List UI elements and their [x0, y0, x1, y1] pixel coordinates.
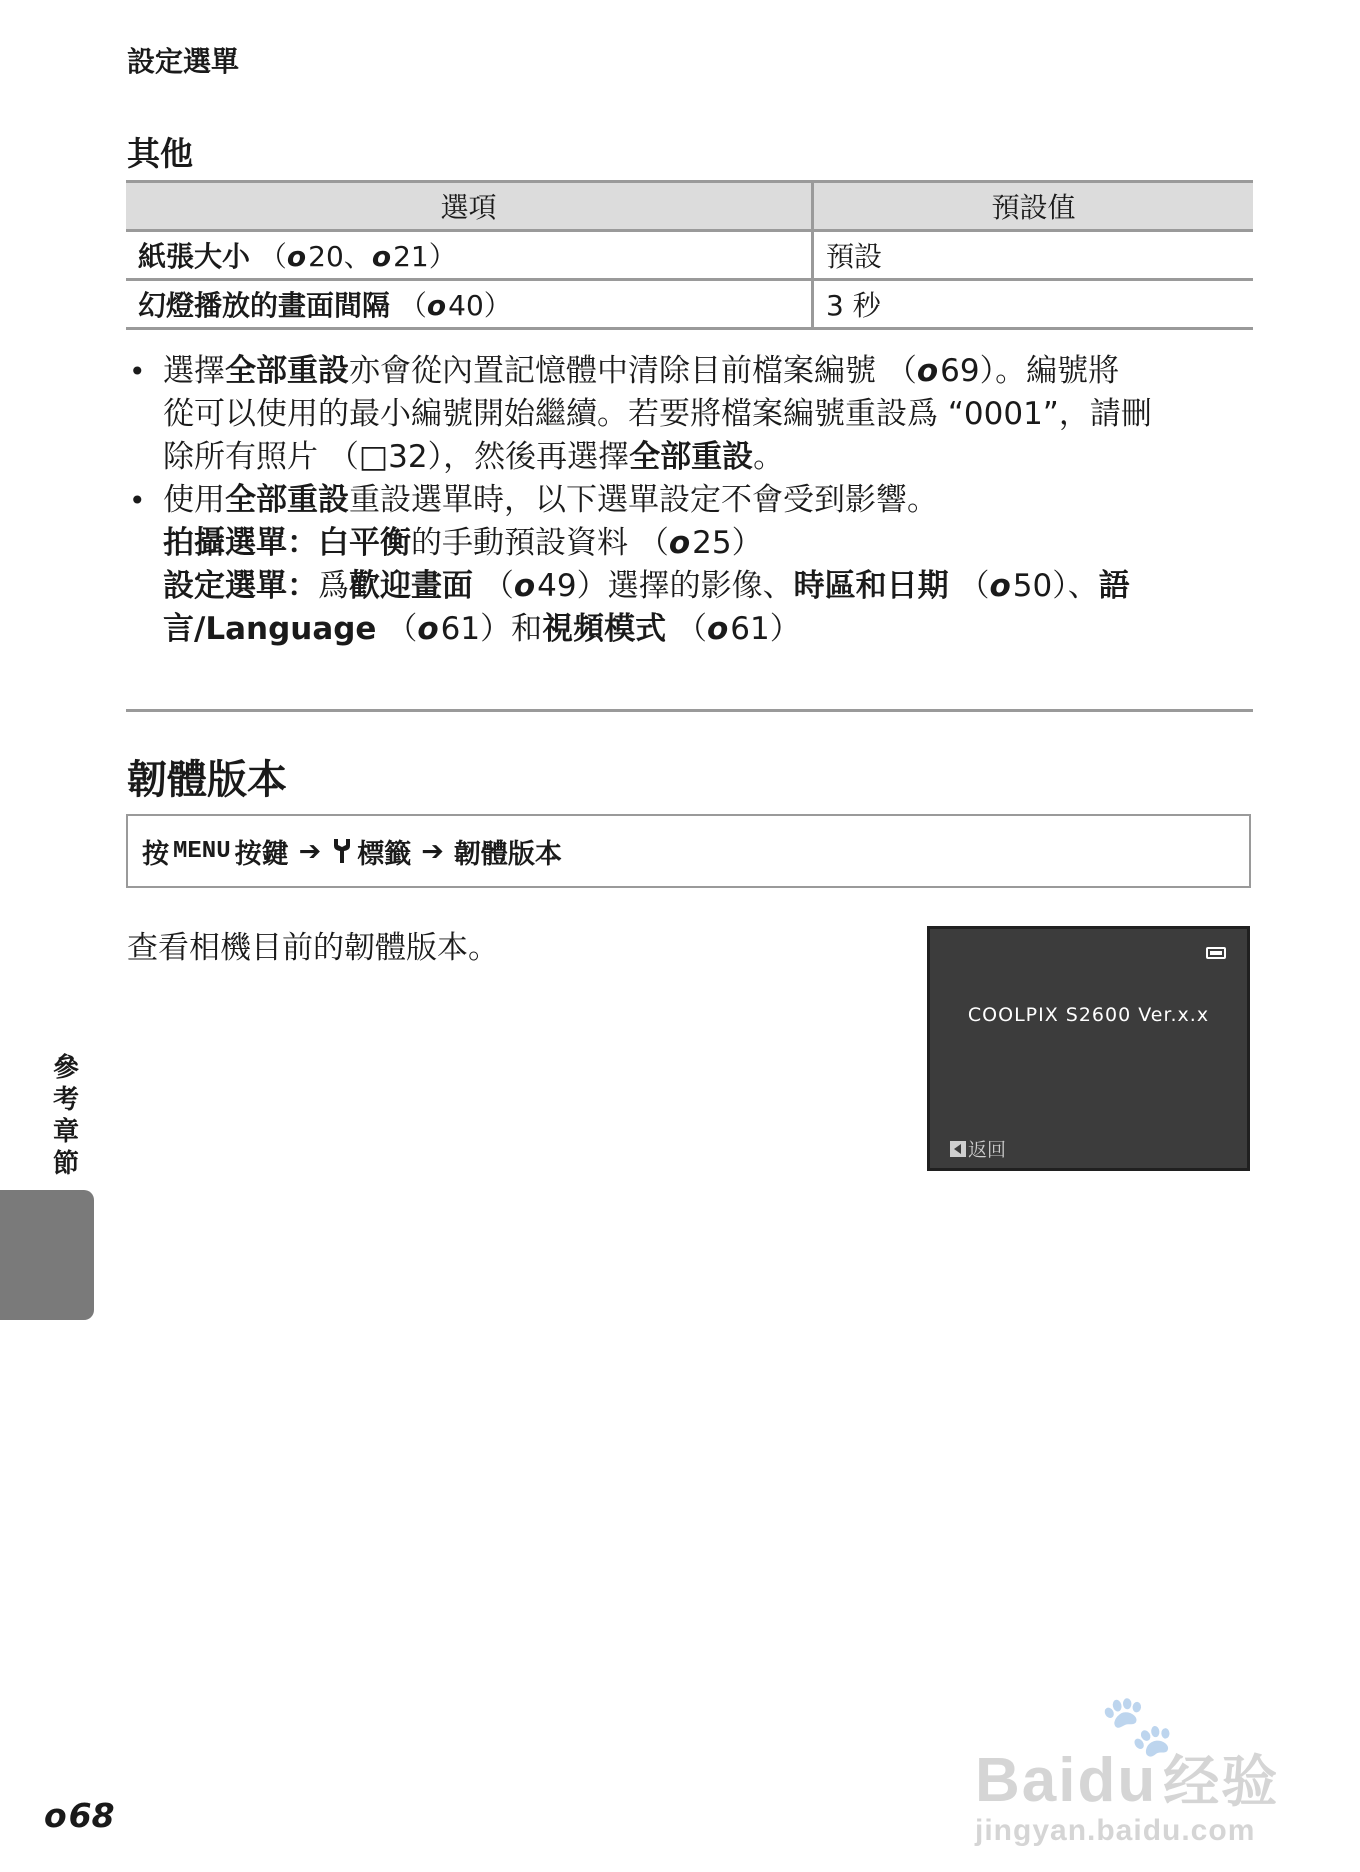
emphasized-text: 全部重設	[225, 353, 349, 389]
firmware-description: 查看相機目前的韌體版本。	[127, 930, 499, 966]
menu-path-button: 按鍵	[234, 838, 289, 870]
menu-path-tab: 標籤	[357, 838, 412, 870]
note-text: 亦會從內置記憶體中清除目前檔案編號 （	[349, 353, 917, 389]
watermark	[975, 1690, 1305, 1860]
emphasized-text: 全部重設	[225, 482, 349, 518]
option-ref: （o40）	[390, 289, 512, 322]
note-text: 除所有照片 （	[163, 439, 359, 475]
note-line	[163, 479, 1253, 522]
note-text: 選擇	[163, 353, 225, 389]
firmware-heading: 韌體版本	[127, 757, 287, 803]
table-cell-default: 預設	[826, 240, 883, 273]
watermark-url: jingyan.baidu.com	[975, 1814, 1256, 1847]
reference-section-icon: o	[417, 611, 439, 647]
reference-section-icon: o	[668, 525, 691, 561]
emphasized-text: 拍攝選單：白平衡	[163, 525, 411, 561]
side-label-char: 節	[52, 1149, 79, 1179]
note-text: 25）	[692, 525, 763, 561]
reference-section-icon: o	[916, 353, 939, 389]
note-text: 69）。編號將	[940, 353, 1120, 389]
emphasized-text: 語	[1098, 568, 1130, 604]
reference-section-icon: o	[286, 240, 307, 273]
note-text: （	[948, 568, 990, 604]
emphasized-text: 歡迎畫面	[349, 568, 473, 604]
note-text: 32），然後再選擇	[388, 439, 630, 475]
arrow-right-icon: ➔	[421, 835, 444, 867]
table-header-option: 選項	[126, 183, 814, 229]
page-number	[44, 1796, 115, 1835]
reference-section-icon: o	[44, 1796, 67, 1835]
note-line	[163, 436, 1253, 479]
chapter-side-label	[46, 1052, 86, 1180]
side-label-char: 考	[52, 1085, 79, 1115]
note-line	[163, 565, 1253, 608]
reference-section-icon: o	[706, 611, 729, 647]
back-button[interactable]	[950, 1135, 1006, 1162]
battery-icon	[1206, 947, 1226, 959]
note-text: 61）和	[440, 611, 543, 647]
note-text: 重設選單時，以下選單設定不會受到影響。	[349, 482, 938, 518]
emphasized-text: 設定選單：	[163, 568, 318, 604]
emphasized-text: 全部重設	[629, 439, 754, 475]
table-header-default: 預設值	[991, 191, 1076, 224]
defaults-table	[126, 180, 1253, 330]
note-line	[163, 393, 1253, 436]
table-cell-option	[126, 281, 814, 327]
note-text: 的手動預設資料 （	[411, 525, 669, 561]
note-text: （	[473, 568, 514, 604]
reference-section-icon: o	[513, 568, 536, 604]
table-header-row	[126, 180, 1253, 232]
note-text: 從可以使用的最小編號開始繼續。若要將檔案編號重設爲 “0001”，請刪	[163, 396, 1152, 432]
menu-path-item: 韌體版本	[453, 838, 562, 870]
camera-screen	[927, 926, 1250, 1171]
note-text: 49）選擇的影像、	[537, 568, 794, 604]
page-number-value: 68	[68, 1796, 115, 1835]
paw-icon: 🐾	[1100, 1691, 1175, 1761]
side-label-char: 章	[52, 1117, 79, 1147]
table-row	[126, 232, 1253, 281]
side-label-char: 參	[52, 1053, 79, 1083]
note-item	[127, 479, 1253, 651]
menu-path-press: 按	[142, 838, 169, 870]
note-text: 50）、	[1012, 568, 1099, 604]
note-text: （	[666, 611, 707, 647]
option-label: 幻燈播放的畫面間隔	[138, 289, 391, 322]
note-text: □	[358, 439, 389, 475]
back-icon	[950, 1141, 966, 1157]
watermark-brand: Baidu 经验	[975, 1746, 1280, 1815]
menu-key-label: MENU	[173, 837, 231, 865]
reference-section-icon: o	[371, 240, 392, 273]
emphasized-text: 視頻模式	[542, 611, 667, 647]
chapter-tab	[0, 1190, 94, 1320]
firmware-version-text: COOLPIX S2600 Ver.x.x	[967, 1004, 1210, 1026]
notes-list	[127, 350, 1253, 651]
note-text: 。	[753, 439, 785, 475]
option-ref: （o20、o21）	[250, 240, 457, 273]
table-cell-option	[126, 232, 814, 278]
option-label: 紙張大小	[138, 240, 251, 273]
note-text: 使用	[163, 482, 225, 518]
arrow-right-icon: ➔	[298, 835, 322, 867]
wrench-icon	[331, 838, 353, 864]
note-text: （	[376, 611, 418, 647]
note-item	[127, 350, 1253, 479]
table-cell-default: 3 秒	[826, 289, 881, 322]
emphasized-text: 言/Language	[163, 611, 377, 647]
note-line	[163, 350, 1253, 393]
emphasized-text: 時區和日期	[793, 568, 949, 604]
note-line	[163, 522, 1253, 565]
table-row	[126, 281, 1253, 330]
back-label: 返回	[968, 1139, 1007, 1161]
section-heading: 其他	[127, 134, 193, 173]
reference-section-icon: o	[426, 289, 447, 322]
note-text: 爲	[318, 568, 349, 604]
section-divider	[126, 709, 1253, 712]
note-line	[163, 608, 1253, 651]
menu-path	[126, 814, 1251, 888]
reference-section-icon: o	[989, 568, 1011, 604]
note-text: 61）	[730, 611, 801, 647]
running-header: 設定選單	[127, 45, 240, 78]
